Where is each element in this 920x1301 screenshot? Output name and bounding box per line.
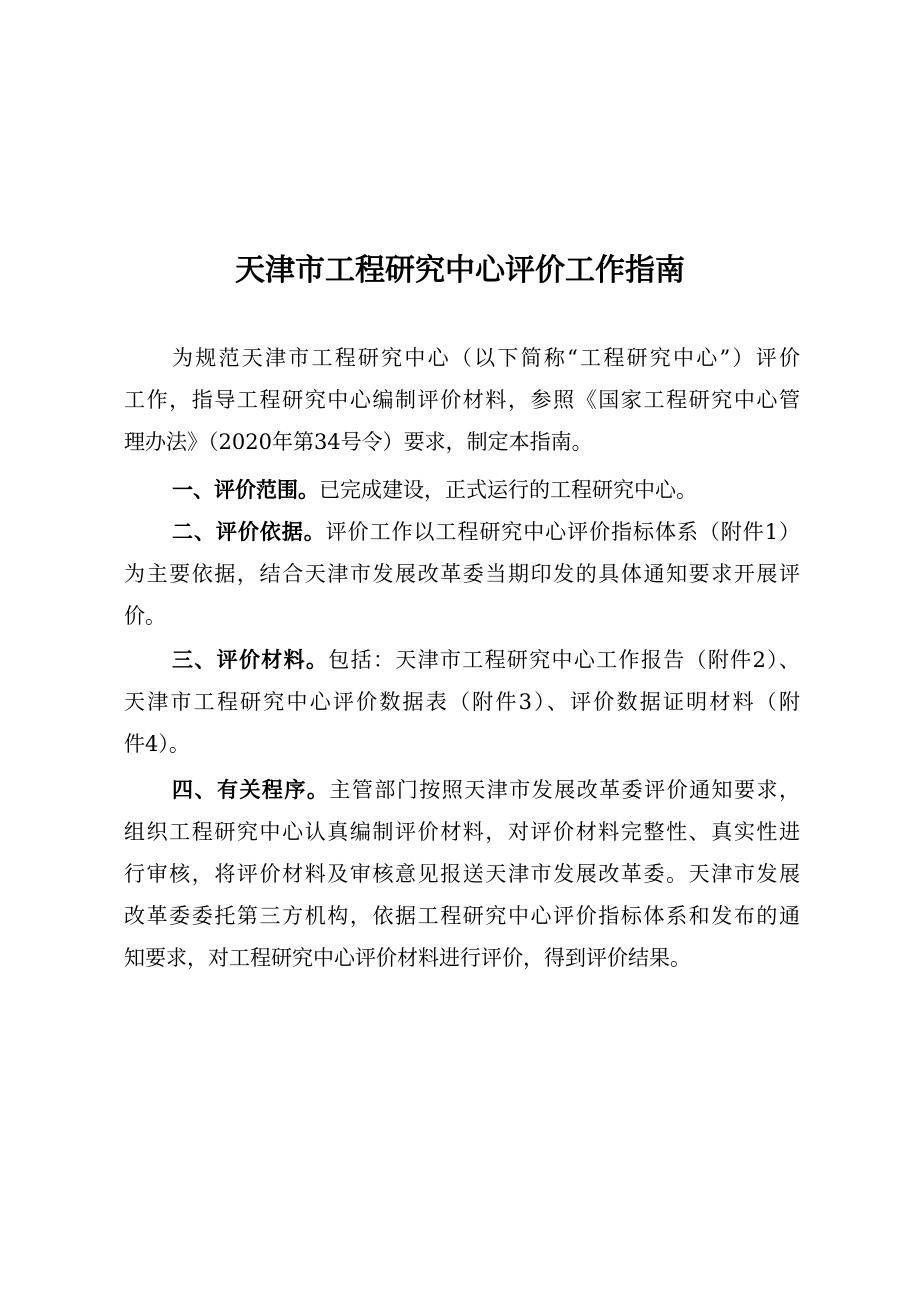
text-line: 天津市工程研究中心评价数据表（附件3）、评价数据证明材料（附	[124, 690, 800, 714]
text-line	[172, 517, 800, 547]
section-text: 主管部门按照天津市发展改革委评价通知要求，	[329, 778, 801, 802]
section-heading: 二、评价依据。	[172, 520, 326, 544]
section-heading: 一、评价范围。	[172, 478, 319, 502]
document-title: 天津市工程研究中心评价工作指南	[235, 253, 685, 288]
text-line: 行审核，将评价材料及审核意见报送天津市发展改革委。天津市发展	[124, 862, 800, 886]
section-text: 评价工作以工程研究中心评价指标体系（附件1）	[325, 520, 801, 544]
text-line: 理办法》（2020年第34号令）要求，制定本指南。	[124, 430, 593, 454]
text-line: 组织工程研究中心认真编制评价材料，对评价材料完整性、真实性进	[124, 820, 800, 844]
text-line: 价。	[124, 604, 166, 628]
section-heading: 四、有关程序。	[172, 778, 330, 802]
text-line	[172, 475, 800, 505]
text-line: 为主要依据，结合天津市发展改革委当期印发的具体通知要求开展评	[124, 562, 800, 586]
text-line: 工作，指导工程研究中心编制评价材料，参照《国家工程研究中心管	[124, 388, 800, 412]
text-line	[172, 775, 800, 805]
text-line: 知要求，对工程研究中心评价材料进行评价，得到评价结果。	[124, 946, 691, 970]
section-text: 包括：天津市工程研究中心工作报告（附件2）、	[328, 648, 801, 672]
section-text: 已完成建设，正式运行的工程研究中心。	[319, 478, 697, 502]
text-line: 为规范天津市工程研究中心（以下简称“工程研究中心”）评价	[172, 346, 800, 370]
text-line: 件4）。	[124, 732, 190, 756]
text-line	[172, 645, 800, 675]
section-heading: 三、评价材料。	[172, 648, 329, 672]
text-line: 改革委委托第三方机构，依据工程研究中心评价指标体系和发布的通	[124, 904, 800, 928]
